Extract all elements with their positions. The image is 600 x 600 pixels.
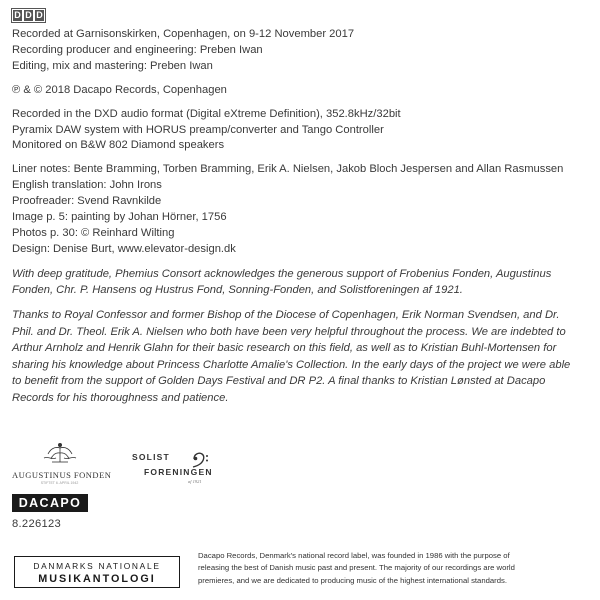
dnm-line1: DANMARKS NATIONALE [33, 561, 161, 571]
catalogue-number: 8.226123 [12, 518, 62, 530]
augustinus-sub: STIFTET 6. APRIL 1942 [40, 481, 79, 485]
gratitude-paragraph [12, 266, 592, 299]
sponsor-logos [12, 442, 312, 492]
about-line: premieres, and we are dedicated to producing music of the highest international standards. [198, 575, 507, 585]
dnm-line2: MUSIKANTOLOGI [38, 573, 156, 585]
editing-mastering: Editing, mix and mastering: Preben Iwan [12, 59, 213, 72]
ddd-letter: D [25, 10, 32, 20]
ddd-badge-icon [11, 8, 46, 23]
augustinus-name: AUGUSTINUS FONDEN [12, 470, 112, 480]
credits-block [12, 27, 592, 407]
thanks-line: Phil. and Dr. Theol. Erik A. Nielsen who both have been very helpful throughout the process. We are indebted to [12, 325, 566, 338]
ddd-letter: D [14, 10, 21, 20]
staff-liner-notes: Liner notes: Bente Bramming, Torben Bramming, Erik A. Nielsen, Jakob Bloch Jespersen and Allan Rasmussen [12, 163, 564, 176]
solist-line1: SOLIST [132, 452, 170, 462]
augustinus-crest-icon [30, 442, 90, 464]
about-line: releasing the best of Danish music past and present. The majority of our recordings are world [198, 563, 515, 573]
thanks-paragraph [12, 307, 592, 407]
thanks-line: Thanks to Royal Confessor and former Bishop of the Diocese of Copenhagen, Erik Norman Svendsen, and Dr. [12, 308, 560, 321]
staff-design: Design: Denise Burt, www.elevator-design.dk [12, 242, 236, 255]
recording-producer: Recording producer and engineering: Preben Iwan [12, 43, 263, 56]
augustinus-fonden-logo [12, 442, 112, 487]
tech-audio-format: Recorded in the DXD audio format (Digital eXtreme Definition), 352.8kHz/32bit [12, 107, 401, 120]
ddd-letter: D [36, 10, 43, 20]
about-line: Dacapo Records, Denmark's national record label, was founded in 1986 with the purpose of [198, 551, 510, 560]
staff-photo-credit: Photos p. 30: © Reinhard Wilting [12, 226, 175, 239]
gratitude-line: With deep gratitude, Phemius Consort acknowledges the generous support of Frobenius Fonden, Augustinus [12, 267, 552, 280]
thanks-line: sharing his knowledge about Princess Charlotte Amalie's Collection. In the early days of the project we were able [12, 358, 571, 371]
dacapo-logo: DACAPO [12, 494, 88, 512]
recording-location: Recorded at Garnisonskirken, Copenhagen, on 9-12 November 2017 [12, 28, 355, 40]
thanks-line: Arthur Arnholz and Henrik Glahn for their basic research on this field, as well as to Kristian Buhl-Mortensen for [12, 342, 557, 355]
solistforeningen-logo [132, 450, 242, 490]
gratitude-line: Fonden, Chr. P. Hansens og Hustrus Fond, Sonning-Fonden, and Solistforeningen af 1921. [12, 284, 463, 297]
solist-line3: af 1921 [188, 479, 202, 484]
staff-translation: English translation: John Irons [12, 179, 162, 192]
about-dacapo [198, 550, 590, 587]
thanks-line: to benefit from the support of Golden Days Festival and DR P2. A final thanks to Kristian Lønsted at Dacapo [12, 375, 546, 388]
thanks-line: Records for his thoroughness and patience. [12, 391, 229, 404]
copyright-line: ℗ & © 2018 Dacapo Records, Copenhagen [12, 83, 227, 96]
tech-monitoring: Monitored on B&W 802 Diamond speakers [12, 139, 225, 152]
staff-proofreader: Proofreader: Svend Ravnkilde [12, 195, 162, 208]
bass-clef-icon [190, 450, 212, 468]
tech-daw: Pyramix DAW system with HORUS preamp/converter and Tango Controller [12, 123, 384, 136]
staff-image-credit: Image p. 5: painting by Johan Hörner, 1756 [12, 211, 227, 224]
danmarks-nationale-musikantologi-logo [14, 556, 180, 588]
solist-line2: FORENINGEN [144, 467, 213, 477]
